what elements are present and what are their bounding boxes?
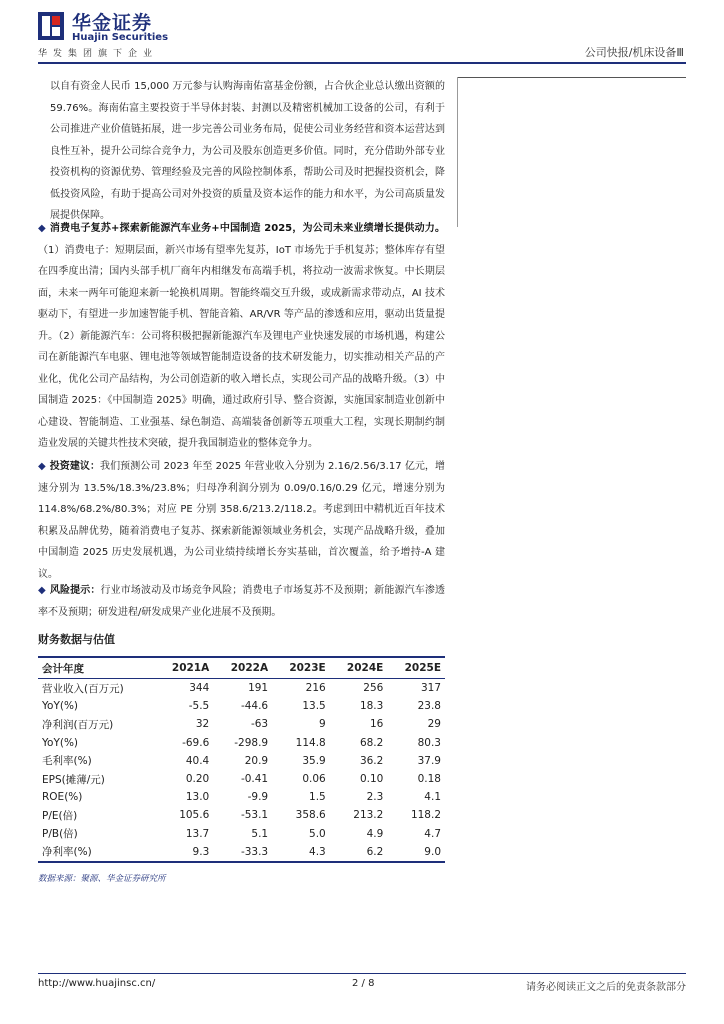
table-cell: -298.9 xyxy=(234,736,269,749)
table-row xyxy=(38,806,445,824)
table-cell: 36.2 xyxy=(359,754,384,767)
column-header: 2022A xyxy=(230,662,269,674)
table-row xyxy=(38,825,445,843)
table-row xyxy=(38,697,445,715)
brand-slogan: 华发集团旗下企业 xyxy=(38,49,159,59)
table-cell: 317 xyxy=(420,682,441,695)
table-cell: 23.8 xyxy=(417,700,441,713)
table-cell: 4.7 xyxy=(424,827,441,840)
bullet-heading: 风险提示： xyxy=(49,585,101,596)
table-cell: 118.2 xyxy=(410,809,441,822)
table-header-row xyxy=(38,657,445,679)
table-cell: 0.06 xyxy=(302,773,326,786)
website-link[interactable]: http://www.huajinsc.cn/ xyxy=(38,978,156,989)
table-row xyxy=(38,770,445,788)
table-cell: 16 xyxy=(369,718,384,731)
brand-name-cn: 华金证券 xyxy=(72,12,153,34)
table-cell: 358.6 xyxy=(295,809,326,822)
table-cell: 40.4 xyxy=(185,754,210,767)
table-cell: 37.9 xyxy=(417,754,441,767)
row-label: P/B(倍) xyxy=(42,828,78,841)
column-header: 2021A xyxy=(171,662,210,674)
table-cell: 0.20 xyxy=(185,773,210,786)
table-cell: -0.41 xyxy=(240,773,269,786)
diamond-bullet-icon: ◆ xyxy=(38,461,46,472)
table-cell: -44.6 xyxy=(240,700,269,713)
bullet-growth-drivers xyxy=(38,218,445,455)
bullet-heading: 投资建议： xyxy=(49,461,101,472)
sidebar-vertical-divider xyxy=(457,77,458,227)
table-row xyxy=(38,843,445,862)
footer-divider xyxy=(38,973,686,974)
table-cell: 80.3 xyxy=(417,736,441,749)
table-cell: 2.3 xyxy=(366,791,384,804)
report-type-label: 公司快报/机床设备Ⅲ xyxy=(584,46,684,59)
row-label: 净利润(百万元) xyxy=(42,718,114,731)
sidebar-divider xyxy=(457,77,686,78)
table-cell: 32 xyxy=(195,718,210,731)
table-cell: 29 xyxy=(427,718,441,731)
table-row xyxy=(38,715,445,733)
header-divider xyxy=(38,62,686,64)
table-cell: 256 xyxy=(363,682,384,695)
table-cell: 5.1 xyxy=(251,827,269,840)
table-cell: 68.2 xyxy=(359,736,384,749)
paragraph-investment: 以自有资金人民币 15,000 万元参与认购海南佑富基金份额，占合伙企业总认缴出资额的 59.76%。海南佑富主要投资于半导体封装、封测以及精密机械加工设备的公司，有利于公司推进产业价值链拓展，进一步完善公司业务布局，促使公司业务经营和资本运营达到良性互补，提升公司综合竞争力，为公司及股东创造更多价值。同时，充分借助外部专业投资机构的资源优势、管理经验及完善的风险控制体系，帮助公司及时把握投资机会，降低投资风险，有助于提高公司对外投资的质量及资本运作的能力和水平，为公司高质量发展提供保障。 xyxy=(50,81,445,221)
table-cell: 6.2 xyxy=(366,845,384,858)
table-cell: 20.9 xyxy=(244,754,269,767)
row-label: YoY(%) xyxy=(42,736,79,749)
table-cell: -53.1 xyxy=(240,809,269,822)
financial-table xyxy=(38,656,445,863)
financial-table-title: 财务数据与估值 xyxy=(38,633,115,646)
table-cell: 18.3 xyxy=(359,700,384,713)
table-cell: -9.9 xyxy=(247,791,269,804)
table-cell: -69.6 xyxy=(182,736,210,749)
row-label: EPS(摊薄/元) xyxy=(42,773,105,786)
data-source-note: 数据来源：聚源、华金证券研究所 xyxy=(38,874,166,884)
row-label: 营业收入(百万元) xyxy=(42,682,124,695)
row-label: 净利率(%) xyxy=(42,846,92,859)
table-cell: 5.0 xyxy=(309,827,326,840)
table-cell: 213.2 xyxy=(353,809,384,822)
table-row xyxy=(38,752,445,770)
table-cell: 35.9 xyxy=(302,754,326,767)
bullet-heading: 消费电子复苏+探索新能源汽车业务+中国制造 2025，为公司未来业绩增长提供动力。 xyxy=(49,223,445,234)
bullet-body: 行业市场波动及市场竞争风险；消费电子市场复苏不及预期；新能源汽车渗透率不及预期；研发进程/研发成果产业化进展不及预期。 xyxy=(38,585,445,618)
table-cell: 4.3 xyxy=(309,845,326,858)
column-header: 2023E xyxy=(289,662,326,674)
table-cell: 1.5 xyxy=(309,791,326,804)
huajin-logo-icon xyxy=(38,12,64,40)
table-cell: 13.5 xyxy=(302,700,326,713)
table-row xyxy=(38,788,445,806)
table-cell: 9.0 xyxy=(424,845,441,858)
row-label: P/E(倍) xyxy=(42,809,78,822)
bullet-body: 我们预测公司 2023 年至 2025 年营业收入分别为 2.16/2.56/3.17 亿元，增速分别为 13.5%/18.3%/23.8%；归母净利润分别为 0.09/0.16/0.29 亿元，增速分别为 114.8%/68.2%/80.3%；对应 PE 分别 358.6/213.2/118.2。考虑到田中精机近百年技术积累及品牌优势，随着消费电子复苏、探索新能源领域业务机会，实现产品战略升级，叠加中国制造 2025 历史发展机遇，为公司业绩持续增长夯实基础，首次覆盖，给予增持-A 建议。 xyxy=(38,461,445,580)
row-label: YoY(%) xyxy=(42,700,79,713)
column-header: 会计年度 xyxy=(42,662,84,675)
table-cell: 216 xyxy=(305,682,326,695)
table-cell: -63 xyxy=(250,718,269,731)
table-cell: 9.3 xyxy=(192,845,210,858)
table-cell: 4.9 xyxy=(366,827,384,840)
row-label: 毛利率(%) xyxy=(42,755,92,768)
diamond-bullet-icon: ◆ xyxy=(38,585,46,596)
financial-table-body xyxy=(38,679,445,862)
column-header: 2024E xyxy=(346,662,384,674)
table-cell: 0.10 xyxy=(359,773,384,786)
table-cell: 9 xyxy=(319,718,326,731)
table-cell: -33.3 xyxy=(240,845,269,858)
brand-name-en: Huajin Securities xyxy=(72,32,169,43)
table-cell: 344 xyxy=(189,682,210,695)
table-cell: 4.1 xyxy=(424,791,441,804)
table-cell: -5.5 xyxy=(188,700,210,713)
table-row xyxy=(38,679,445,698)
bullet-risk-warning xyxy=(38,580,445,623)
diamond-bullet-icon: ◆ xyxy=(38,223,46,234)
table-cell: 191 xyxy=(248,682,269,695)
bullet-body: （1）消费电子：短期层面，新兴市场有望率先复苏，IoT 市场先于手机复苏；整体库存有望在四季度出清；国内头部手机厂商年内相继发布高端手机，将拉动一波需求恢复。中长期层面，未来一两年可能迎来新一轮换机周期。智能终端交互升级，或成新需求带动点，AI 技术驱动下，有望进一步加速智能手机、智能音箱、AR/VR 等产品的渗透和应用，驱动出货量提升。（2）新能源汽车：公司将积极把握新能源汽车及锂电产业快速发展的市场机遇，构建公司在新能源汽车电驱、锂电池等领域智能制造设备的技术研发能力，切实推动相关产品的产业化，优化公司产品结构，为公司创造新的收入增长点，实现公司产品的战略升级。（3）中国制造 2025：《中国制造 2025》明确，通过政府引导、整合资源，实施国家制造业创新中心建设、智能制造、工业强基、绿色制造、高端装备创新等五项重大工程，实现长期制约制造业发展的关键共性技术突破，提升我国制造业的整体竞争力。 xyxy=(38,244,445,449)
bullet-investment-advice xyxy=(38,456,445,585)
row-label: ROE(%) xyxy=(42,791,83,804)
table-cell: 0.18 xyxy=(417,773,441,786)
table-row xyxy=(38,734,445,752)
disclaimer-note: 请务必阅读正文之后的免责条款部分 xyxy=(526,982,686,993)
table-cell: 114.8 xyxy=(295,736,326,749)
table-cell: 13.0 xyxy=(185,791,210,804)
table-cell: 105.6 xyxy=(179,809,210,822)
page-number: 2 / 8 xyxy=(352,978,375,989)
column-header: 2025E xyxy=(404,662,441,674)
table-cell: 13.7 xyxy=(185,827,210,840)
